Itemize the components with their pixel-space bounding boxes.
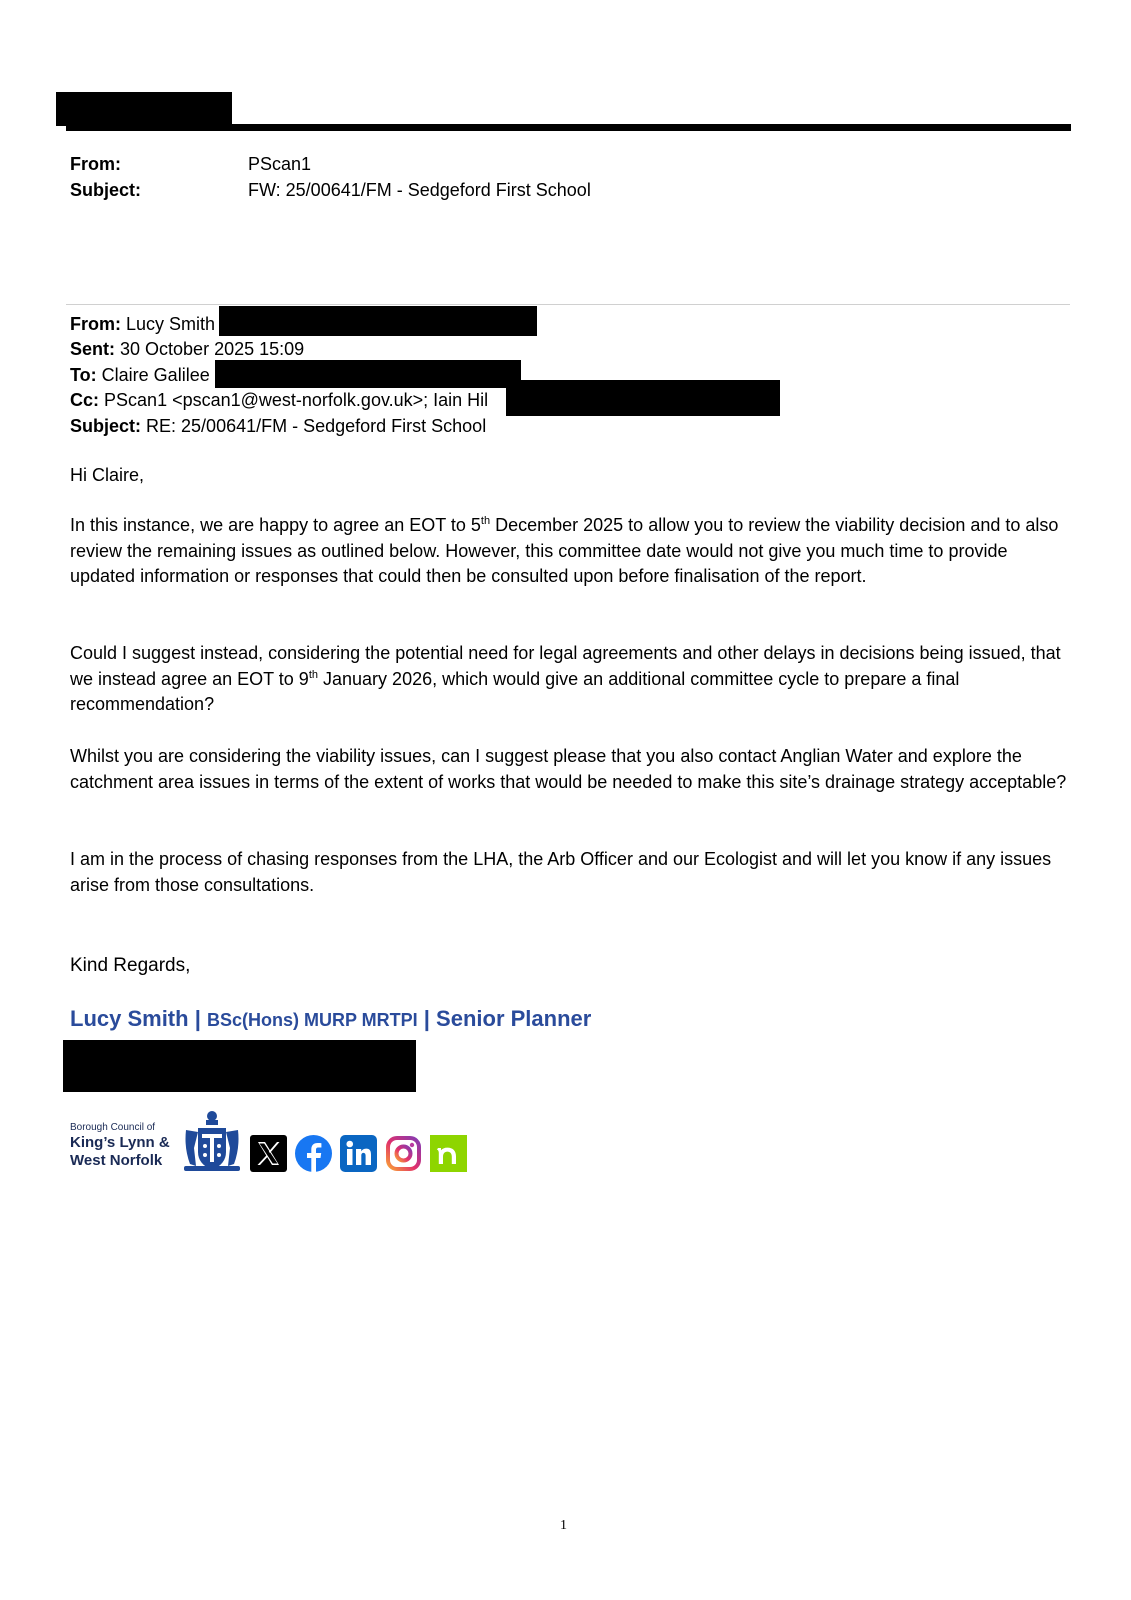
header-subject-label: Subject: <box>70 180 142 200</box>
header-from-label: From: <box>70 154 121 174</box>
facebook-icon[interactable] <box>295 1135 332 1172</box>
paragraph-2-sup: th <box>308 668 319 681</box>
paragraph-4: I am in the process of chasing responses from the LHA, the Arb Officer and our Ecologist and will let you know if any issues arise from those consultations. <box>70 849 1052 895</box>
paragraph-2-text-b: January 2026, which would give an additional committee cycle to prepare a final recommendation? <box>70 668 960 714</box>
email-to-value: Claire Galilee <box>101 365 210 385</box>
redacted-signature-contact <box>63 1040 416 1092</box>
linkedin-icon[interactable] <box>340 1135 377 1172</box>
paragraph-1-text-a: In this instance, we are happy to agree an EOT to 5 <box>70 515 481 535</box>
redacted-cc-address <box>506 380 780 416</box>
email-to-line <box>70 365 210 386</box>
greeting: Hi Claire, <box>70 465 145 485</box>
council-logo-line-1: Borough Council of <box>70 1122 156 1133</box>
email-cc-line <box>70 390 488 411</box>
paragraph-2 <box>70 641 1070 718</box>
nextdoor-icon[interactable] <box>430 1135 467 1172</box>
header-subject-value: FW: 25/00641/FM - Sedgeford First School <box>248 180 591 200</box>
header-from-value: PScan1 <box>248 154 312 174</box>
header-rule <box>66 124 1071 131</box>
email-subject-label: Subject: <box>70 416 142 436</box>
paragraph-3: Whilst you are considering the viability issues, can I suggest please that you also contact Anglian Water and explore the catchment area issues in terms of the extent of works that would be needed to make this site’s drainage strategy acceptable? <box>70 746 1067 792</box>
email-sent-value: 30 October 2025 15:09 <box>120 339 305 359</box>
email-from-label: From: <box>70 314 121 334</box>
email-subject-value: RE: 25/00641/FM - Sedgeford First School <box>146 416 487 436</box>
paragraph-1-text-b: December 2025 to allow you to review the viability decision and to also review the remaining issues as outlined below. However, this committee date would not give you much time to provide updated information or responses that could then be consulted upon before finalisation of the report. <box>70 515 1059 586</box>
signature-sep-2: | <box>417 1006 437 1031</box>
signature-role: Senior Planner <box>436 1006 592 1031</box>
email-cc-value: PScan1 <pscan1@west-norfolk.gov.uk>; Iain Hil <box>104 390 489 410</box>
signature-line <box>70 1006 591 1032</box>
signature-qualifications: BSc(Hons) MURP MRTPI <box>206 1010 418 1030</box>
x-icon[interactable] <box>250 1135 287 1172</box>
email-from-line <box>70 314 215 335</box>
page-number: 1 <box>560 1518 567 1533</box>
paragraph-2-text-a: Could I suggest instead, considering the potential need for legal agreements and other delays in decisions being issued, that we instead agree an EOT to 9 <box>70 643 1061 689</box>
email-from-value: Lucy Smith <box>126 314 216 334</box>
signature-sep-1: | <box>188 1006 207 1031</box>
instagram-icon[interactable] <box>385 1135 422 1172</box>
redacted-to-address <box>215 360 521 388</box>
redacted-from-address <box>219 306 537 336</box>
email-separator <box>66 304 1070 305</box>
signature-name: Lucy Smith <box>70 1006 189 1031</box>
email-cc-label: Cc: <box>70 390 100 410</box>
email-sent-line <box>70 339 304 360</box>
email-sent-label: Sent: <box>70 339 115 359</box>
paragraph-1 <box>70 513 1070 590</box>
email-to-label: To: <box>70 365 97 385</box>
council-logo-line-2: King’s Lynn & <box>70 1134 170 1151</box>
redacted-block-top <box>56 92 232 126</box>
council-crest-icon <box>180 1108 244 1174</box>
email-subject-line <box>70 416 486 437</box>
paragraph-1-sup: th <box>480 515 491 527</box>
council-logo-line-3: West Norfolk <box>70 1152 163 1169</box>
closing: Kind Regards, <box>70 955 191 976</box>
